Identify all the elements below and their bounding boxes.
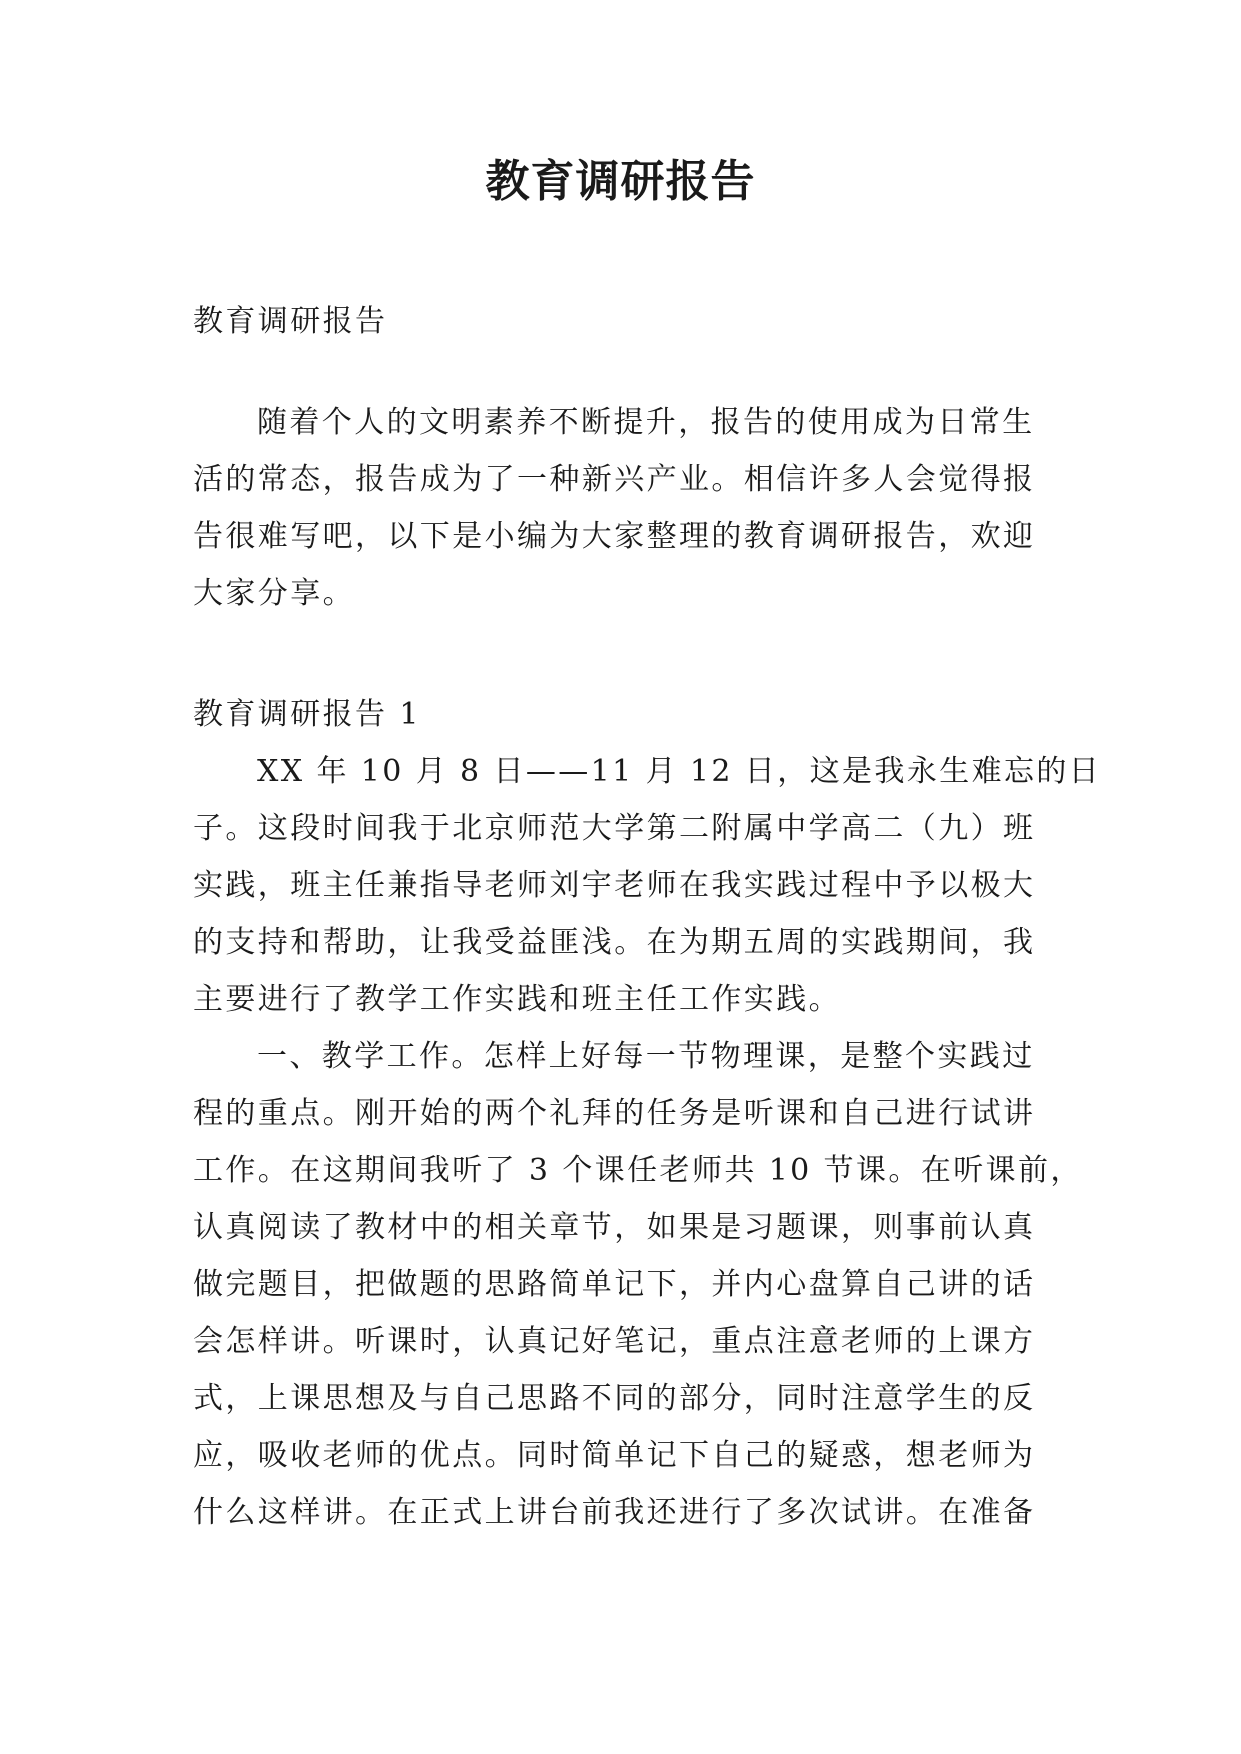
intro-line: 大家分享。 xyxy=(193,576,355,611)
paragraph-line: 应，吸收老师的优点。同时简单记下自己的疑惑，想老师为 xyxy=(193,1438,1036,1473)
paragraph-line: 工作。在这期间我听了 3 个课任老师共 10 节课。在听课前， xyxy=(193,1153,1083,1188)
paragraph-line: 什么这样讲。在正式上讲台前我还进行了多次试讲。在准备 xyxy=(193,1495,1036,1530)
paragraph-line: 程的重点。刚开始的两个礼拜的任务是听课和自己进行试讲 xyxy=(193,1096,1036,1131)
paragraph-line: 式，上课思想及与自己思路不同的部分，同时注意学生的反 xyxy=(193,1381,1036,1416)
paragraph-line: XX 年 10 月 8 日——11 月 12 日，这是我永生难忘的日 xyxy=(257,754,1102,789)
paragraph-line: 子。这段时间我于北京师范大学第二附属中学高二（九）班 xyxy=(193,811,1036,846)
intro-line: 告很难写吧，以下是小编为大家整理的教育调研报告，欢迎 xyxy=(193,519,1036,554)
paragraph-line: 一、教学工作。怎样上好每一节物理课，是整个实践过 xyxy=(257,1039,1035,1074)
intro-line: 随着个人的文明素养不断提升，报告的使用成为日常生 xyxy=(257,405,1035,440)
paragraph-line: 实践，班主任兼指导老师刘宇老师在我实践过程中予以极大 xyxy=(193,868,1036,903)
document-title: 教育调研报告 xyxy=(485,156,756,207)
paragraph-line: 主要进行了教学工作实践和班主任工作实践。 xyxy=(193,982,841,1017)
intro-line: 活的常态，报告成为了一种新兴产业。相信许多人会觉得报 xyxy=(193,462,1036,497)
paragraph-line: 做完题目，把做题的思路简单记下，并内心盘算自己讲的话 xyxy=(193,1267,1036,1302)
paragraph-line: 会怎样讲。听课时，认真记好笔记，重点注意老师的上课方 xyxy=(193,1324,1036,1359)
paragraph-line: 认真阅读了教材中的相关章节，如果是习题课，则事前认真 xyxy=(193,1210,1036,1245)
section-heading: 教育调研报告 1 xyxy=(193,697,421,732)
document-subtitle: 教育调研报告 xyxy=(193,304,388,339)
paragraph-line: 的支持和帮助，让我受益匪浅。在为期五周的实践期间，我 xyxy=(193,925,1036,960)
